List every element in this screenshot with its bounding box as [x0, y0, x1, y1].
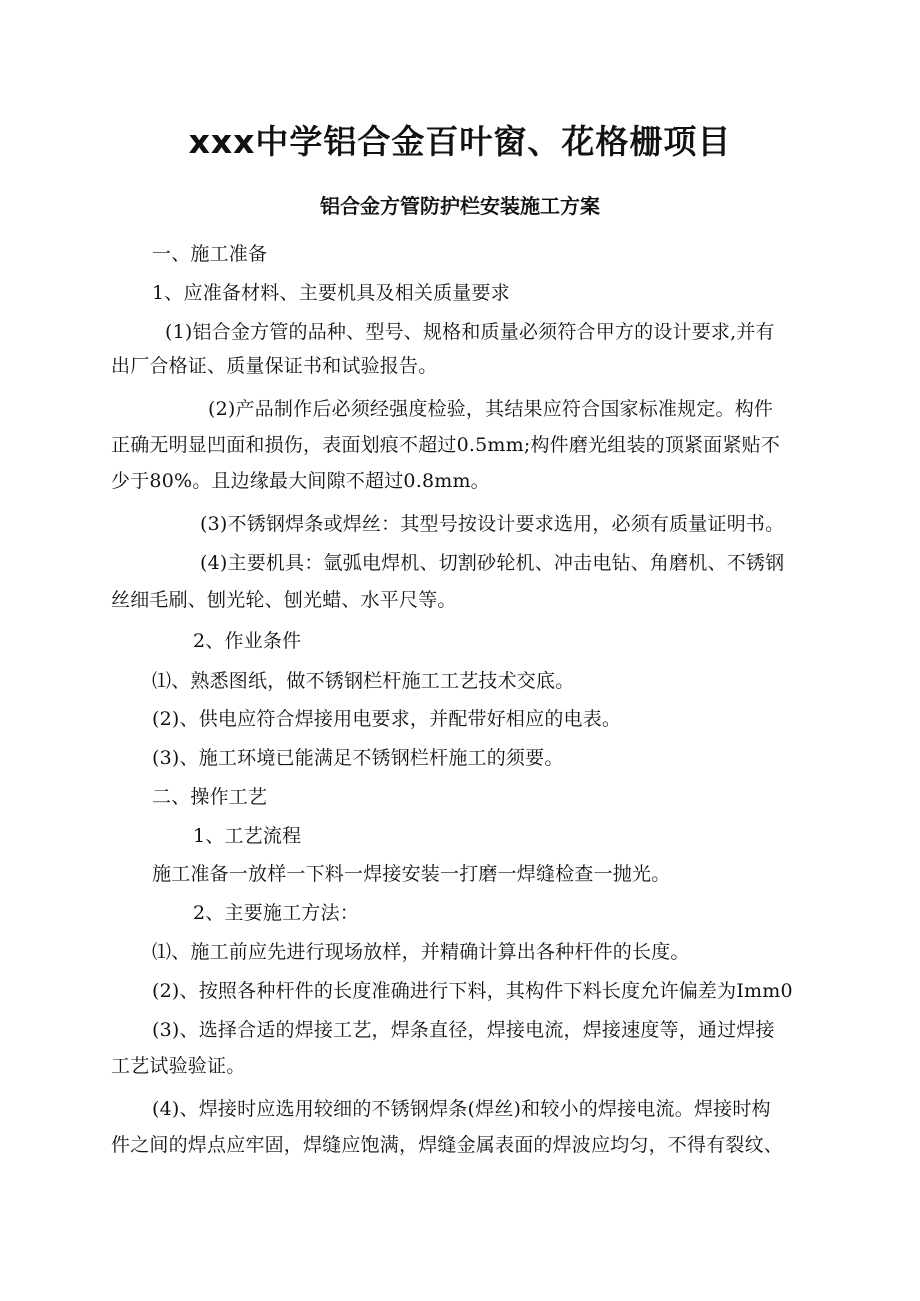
subsection-heading-materials: 1、应准备材料、主要机具及相关质量要求 — [152, 282, 510, 304]
paragraph-line: ⑴、施工前应先进行现场放样，并精确计算出各种杆件的长度。 — [152, 941, 690, 963]
paragraph-line: (4)、焊接时应选用较细的不锈钢焊条(焊丝)和较小的焊接电流。焊接时构 — [152, 1098, 771, 1120]
paragraph-line: 件之间的焊点应牢固，焊缝应饱满，焊缝金属表面的焊波应均匀，不得有裂纹、 — [111, 1134, 784, 1156]
subsection-heading-conditions: 2、作业条件 — [193, 630, 302, 652]
document-title: xxx中学铝合金百叶窗、花格栅项目 — [188, 122, 732, 161]
paragraph-line: (2)、供电应符合焊接用电要求，并配带好相应的电表。 — [152, 708, 622, 730]
subsection-heading-methods: 2、主要施工方法： — [193, 902, 359, 924]
paragraph-line: 出厂合格证、质量保证书和试验报告。 — [111, 355, 438, 377]
paragraph-line: 正确无明显凹面和损伤，表面划痕不超过0.5mm;构件磨光组装的顶紧面紧贴不 — [111, 434, 781, 456]
section-heading-preparation: 一、施工准备 — [152, 243, 268, 265]
paragraph-line: (4)主要机具：氩弧电焊机、切割砂轮机、冲击电钻、角磨机、不锈钢 — [200, 552, 785, 574]
paragraph-line: (3)、选择合适的焊接工艺，焊条直径，焊接电流，焊接速度等，通过焊接 — [152, 1019, 775, 1041]
paragraph-line: (2)、按照各种杆件的长度准确进行下料，其构件下料长度允许偏差为Imm0 — [152, 980, 793, 1002]
paragraph-line: 丝细毛刷、刨光轮、刨光蜡、水平尺等。 — [111, 589, 457, 611]
paragraph-line: (3)、施工环境已能满足不锈钢栏杆施工的须要。 — [152, 747, 564, 769]
paragraph-line: ⑴、熟悉图纸，做不锈钢栏杆施工工艺技术交底。 — [152, 670, 575, 692]
paragraph-line: 工艺试验验证。 — [111, 1055, 246, 1077]
document-subtitle: 铝合金方管防护栏安装施工方案 — [320, 194, 600, 218]
subsection-heading-process: 1、工艺流程 — [193, 825, 302, 847]
paragraph-line: 少于80%。且边缘最大间隙不超过0.8mm。 — [111, 470, 490, 492]
paragraph-line: (1)铝合金方管的品种、型号、规格和质量必须符合甲方的设计要求,并有 — [165, 321, 775, 343]
paragraph-line: (2)产品制作后必须经强度检验，其结果应符合国家标准规定。构件 — [208, 398, 774, 420]
paragraph-line: 施工准备一放样一下料一焊接安装一打磨一焊缝检查一抛光。 — [152, 863, 671, 885]
section-heading-operation: 二、操作工艺 — [152, 786, 268, 808]
paragraph-line: (3)不锈钢焊条或焊丝：其型号按设计要求选用，必须有质量证明书。 — [200, 513, 785, 535]
